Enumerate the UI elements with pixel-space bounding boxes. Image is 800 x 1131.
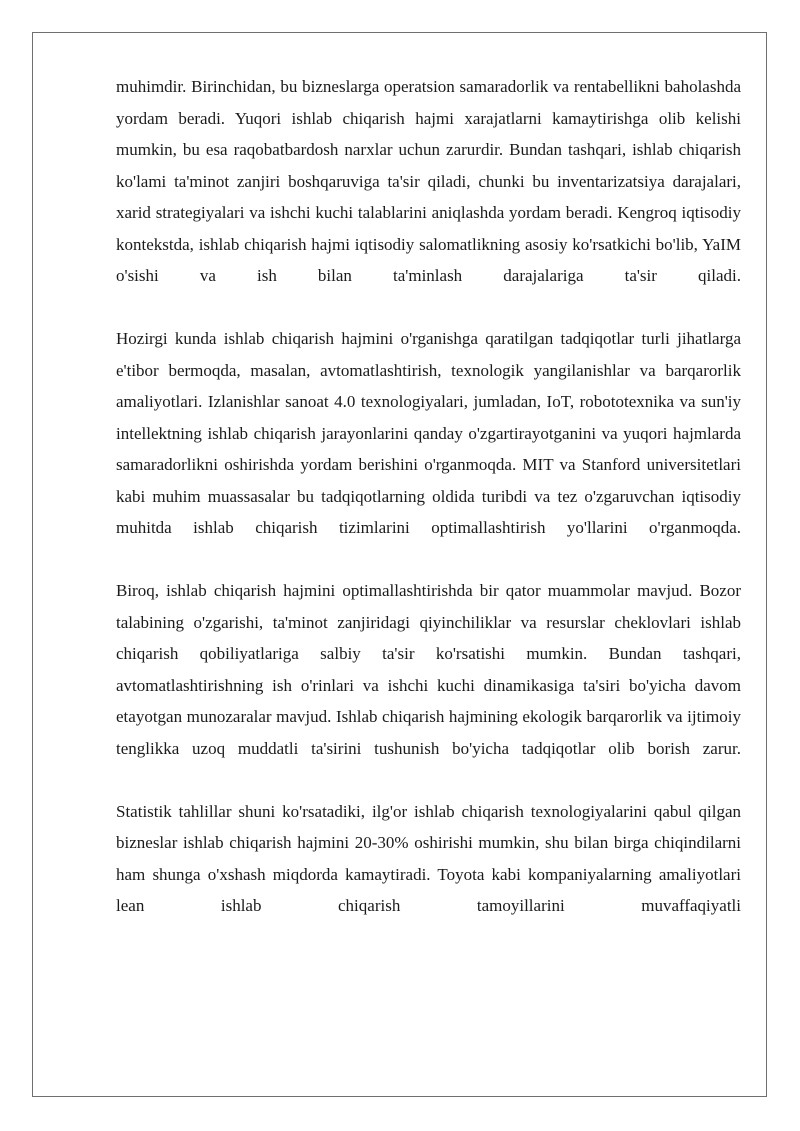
paragraph-2: Hozirgi kunda ishlab chiqarish hajmini o'rganishga qaratilgan tadqiqotlar turli jihatlarga e'tibor bermoqda, masalan, avtomatlashtirish, texnologik yangilanishlar va barqarorlik amaliyotlari. Izlanishlar sanoat 4.0 texnologiyalari, jumladan, IoT, robototexnika va sun'iy intellektning ishlab chiqarish jarayonlarini qanday o'zgartirayotganini va yuqori hajmlarda samaradorlikni oshirishda yordam berishini o'rganmoqda. MIT va Stanford universitetlari kabi muhim muassasalar bu tadqiqotlarning oldida turibdi va tez o'zgaruvchan iqtisodiy muhitda ishlab chiqarish tizimlarini optimallashtirish yo'llarini o'rganmoqda. — [116, 329, 741, 537]
paragraph-1: muhimdir. Birinchidan, bu bizneslarga operatsion samaradorlik va rentabellikni baholashda yordam beradi. Yuqori ishlab chiqarish hajmi xarajatlarni kamaytirishga olib kelishi mumkin, bu esa raqobatbardosh narxlar uchun zarurdir. Bundan tashqari, ishlab chiqarish ko'lami ta'minot zanjiri boshqaruviga ta'sir qiladi, chunki bu inventarizatsiya darajalari, xarid strategiyalari va ishchi kuchi talablarini aniqlashda yordam beradi. Kengroq iqtisodiy kontekstda, ishlab chiqarish hajmi iqtisodiy salomatlikning asosiy ko'rsatkichi bo'lib, YaIM o'sishi va ish bilan ta'minlash darajalariga ta'sir qiladi. — [116, 77, 741, 285]
document-body — [116, 71, 741, 922]
paragraph-4: Statistik tahlillar shuni ko'rsatadiki, ilg'or ishlab chiqarish texnologiyalarini qabul qilgan bizneslar ishlab chiqarish hajmini 20-30% oshirishi mumkin, shu bilan birga chiqindilarni ham shunga o'xshash miqdorda kamaytiradi. Toyota kabi kompaniyalarning amaliyotlari lean ishlab chiqarish tamoyillarini muvaffaqiyatli — [116, 801, 741, 915]
paragraph-3: Biroq, ishlab chiqarish hajmini optimallashtirishda bir qator muammolar mavjud. Bozor talabining o'zgarishi, ta'minot zanjiridagi qiyinchiliklar va resurslar cheklovlari ishlab chiqarish qobiliyatlariga salbiy ta'sir ko'rsatishi mumkin. Bundan tashqari, avtomatlashtirishning ish o'rinlari va ishchi kuchi dinamikasiga ta'siri bo'yicha davom etayotgan munozaralar mavjud. Ishlab chiqarish hajmining ekologik barqarorlik va ijtimoiy tenglikka uzoq muddatli ta'sirini tushunish bo'yicha tadqiqotlar olib borish zarur. — [116, 581, 741, 758]
